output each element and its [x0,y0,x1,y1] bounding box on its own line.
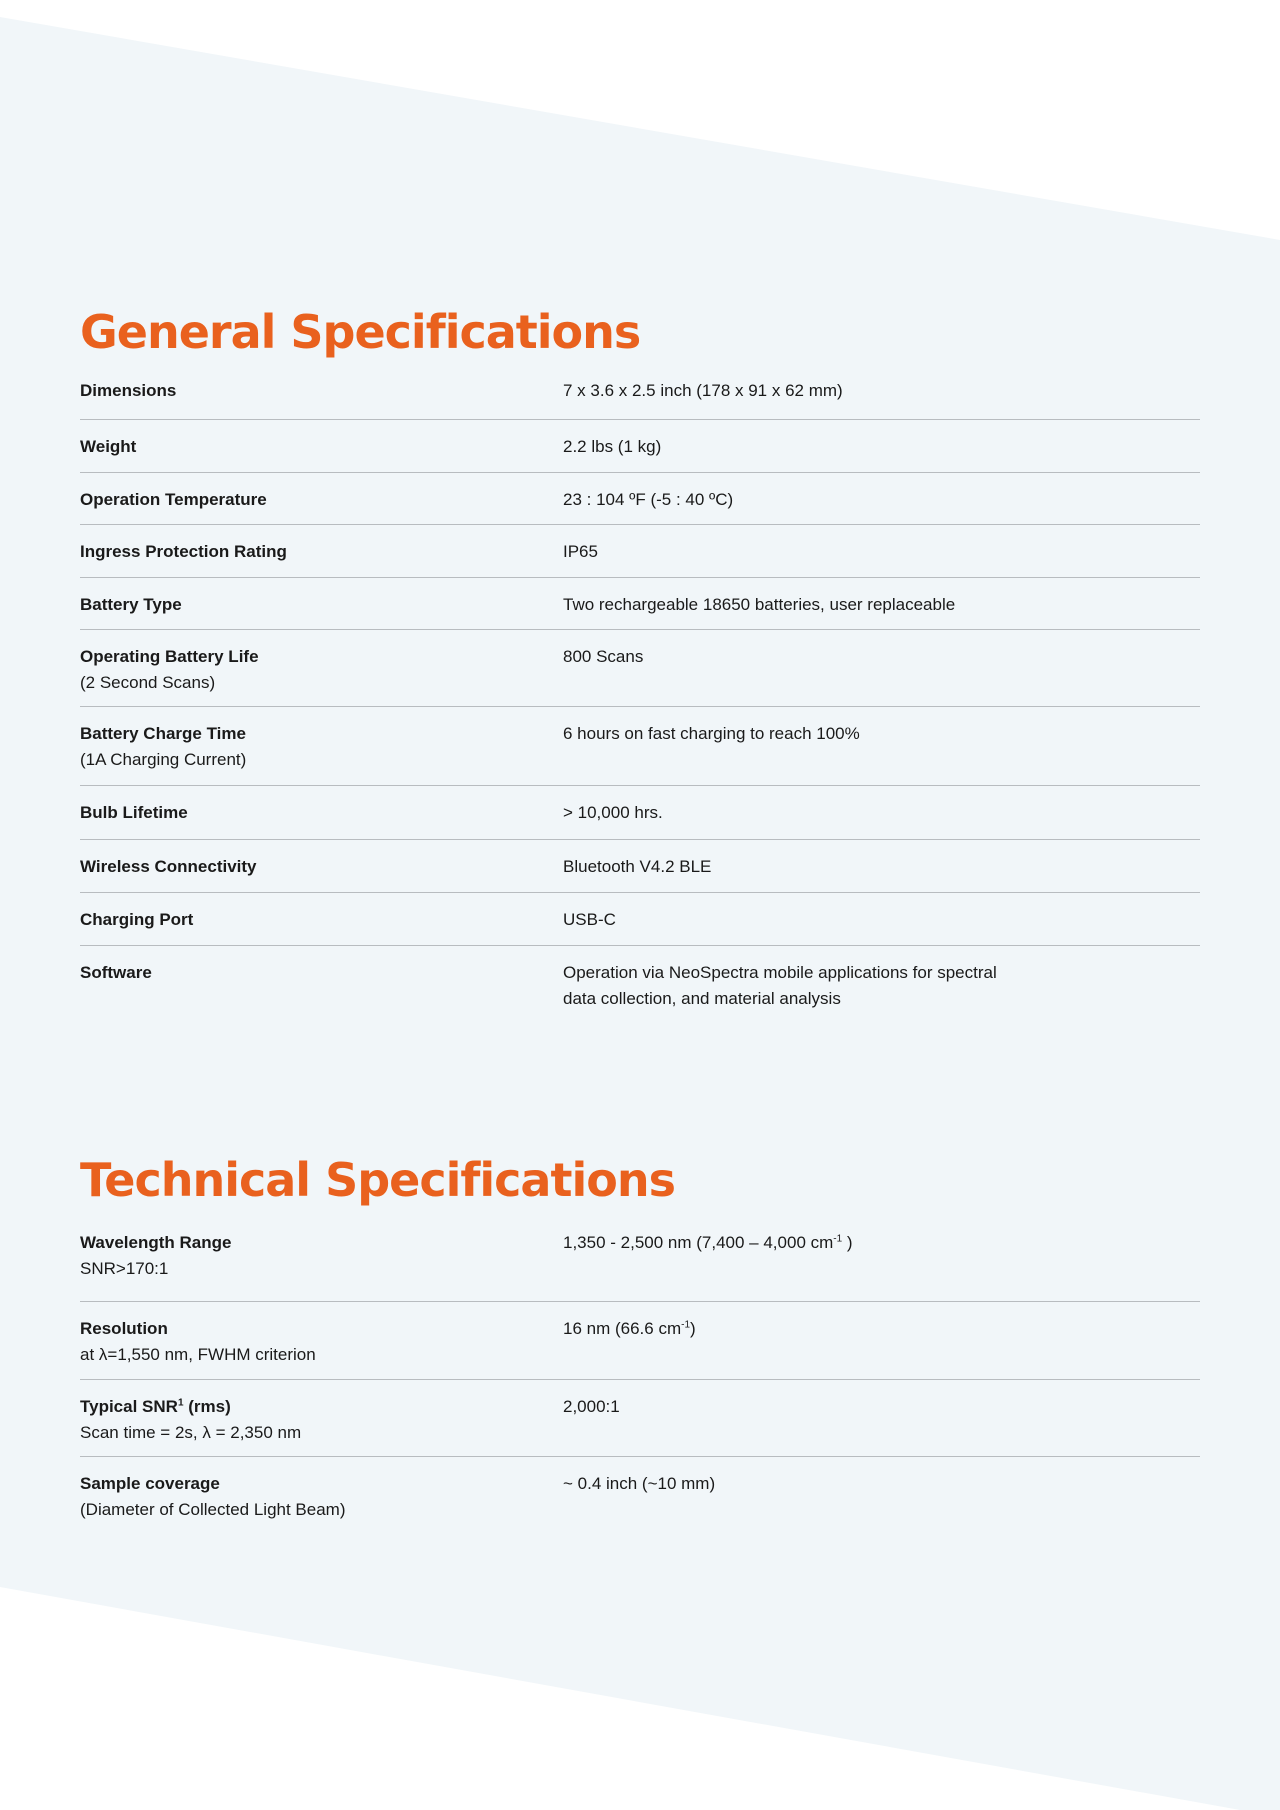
spec-label-note: SNR>170:1 [80,1259,169,1278]
spec-label-note: (Diameter of Collected Light Beam) [80,1500,346,1519]
spec-label: Operation Temperature [80,490,267,509]
technical-specifications-section [80,1152,1200,1535]
spec-label: Wavelength Range [80,1233,232,1252]
spec-label-note: (2 Second Scans) [80,673,216,692]
spec-row-bulb-lifetime [80,786,1200,840]
spec-label: Resolution [80,1319,168,1338]
section-title: General Specifications [80,305,641,359]
spec-label: Wireless Connectivity [80,857,257,876]
section-title: Technical Specifications [80,1153,675,1207]
spec-row-battery-charge-time [80,707,1200,786]
spec-label: Operating Battery Life [80,647,259,666]
spec-row-operation-temperature [80,473,1200,525]
spec-label: Battery Charge Time [80,724,246,743]
spec-label: Dimensions [80,381,177,400]
spec-value: IP65 [563,542,598,561]
general-spec-table [80,366,1200,1022]
spec-label: Weight [80,437,137,456]
spec-value: 7 x 3.6 x 2.5 inch (178 x 91 x 62 mm) [563,381,843,400]
spec-value: 2.2 lbs (1 kg) [563,437,662,456]
spec-label-note: (1A Charging Current) [80,750,247,769]
spec-value: 1,350 - 2,500 nm (7,400 – 4,000 $cm^{-1}$ ) [563,1233,853,1252]
spec-value-line-2: data collection, and material analysis [563,989,841,1008]
spec-label: Software [80,963,152,982]
spec-value: ~ 0.4 inch (~10 mm) [563,1474,716,1493]
spec-label-note: at λ=1,550 nm, FWHM criterion [80,1345,316,1364]
spec-value: 2,000:1 [563,1397,620,1416]
spec-label: Typical SNR$^1$ (rms) [80,1397,231,1416]
spec-row-resolution [80,1302,1200,1380]
spec-row-dimensions [80,366,1200,420]
spec-value: > 10,000 hrs. [563,803,663,822]
spec-label: Ingress Protection Rating [80,542,287,561]
spec-value: Operation via NeoSpectra mobile applications for spectral [563,963,997,982]
spec-value: 800 Scans [563,647,644,666]
spec-row-charging-port [80,893,1200,946]
spec-row-sample-coverage [80,1457,1200,1535]
spec-label-note: Scan time = 2s, λ = 2,350 nm [80,1423,302,1442]
spec-row-operating-battery-life [80,630,1200,707]
spec-value: USB-C [563,910,616,929]
spec-row-typical-snr [80,1380,1200,1457]
spec-label: Bulb Lifetime [80,803,188,822]
spec-row-battery-type [80,578,1200,630]
technical-spec-table [80,1218,1200,1535]
spec-row-weight [80,420,1200,473]
spec-label: Charging Port [80,910,194,929]
general-specifications-section [80,304,1200,1022]
spec-value: 16 nm (66.6 $cm^{-1}$) [563,1319,696,1338]
spec-value: 23 : 104 ºF (-5 : 40 ºC) [563,490,734,509]
spec-label: Battery Type [80,595,182,614]
spec-label: Sample coverage [80,1474,220,1493]
spec-value: Two rechargeable 18650 batteries, user replaceable [563,595,956,614]
spec-row-ingress-protection [80,525,1200,578]
spec-row-wireless-connectivity [80,840,1200,893]
spec-value: Bluetooth V4.2 BLE [563,857,712,876]
spec-row-software [80,946,1200,1022]
spec-value: 6 hours on fast charging to reach 100% [563,724,860,743]
spec-row-wavelength-range [80,1218,1200,1302]
